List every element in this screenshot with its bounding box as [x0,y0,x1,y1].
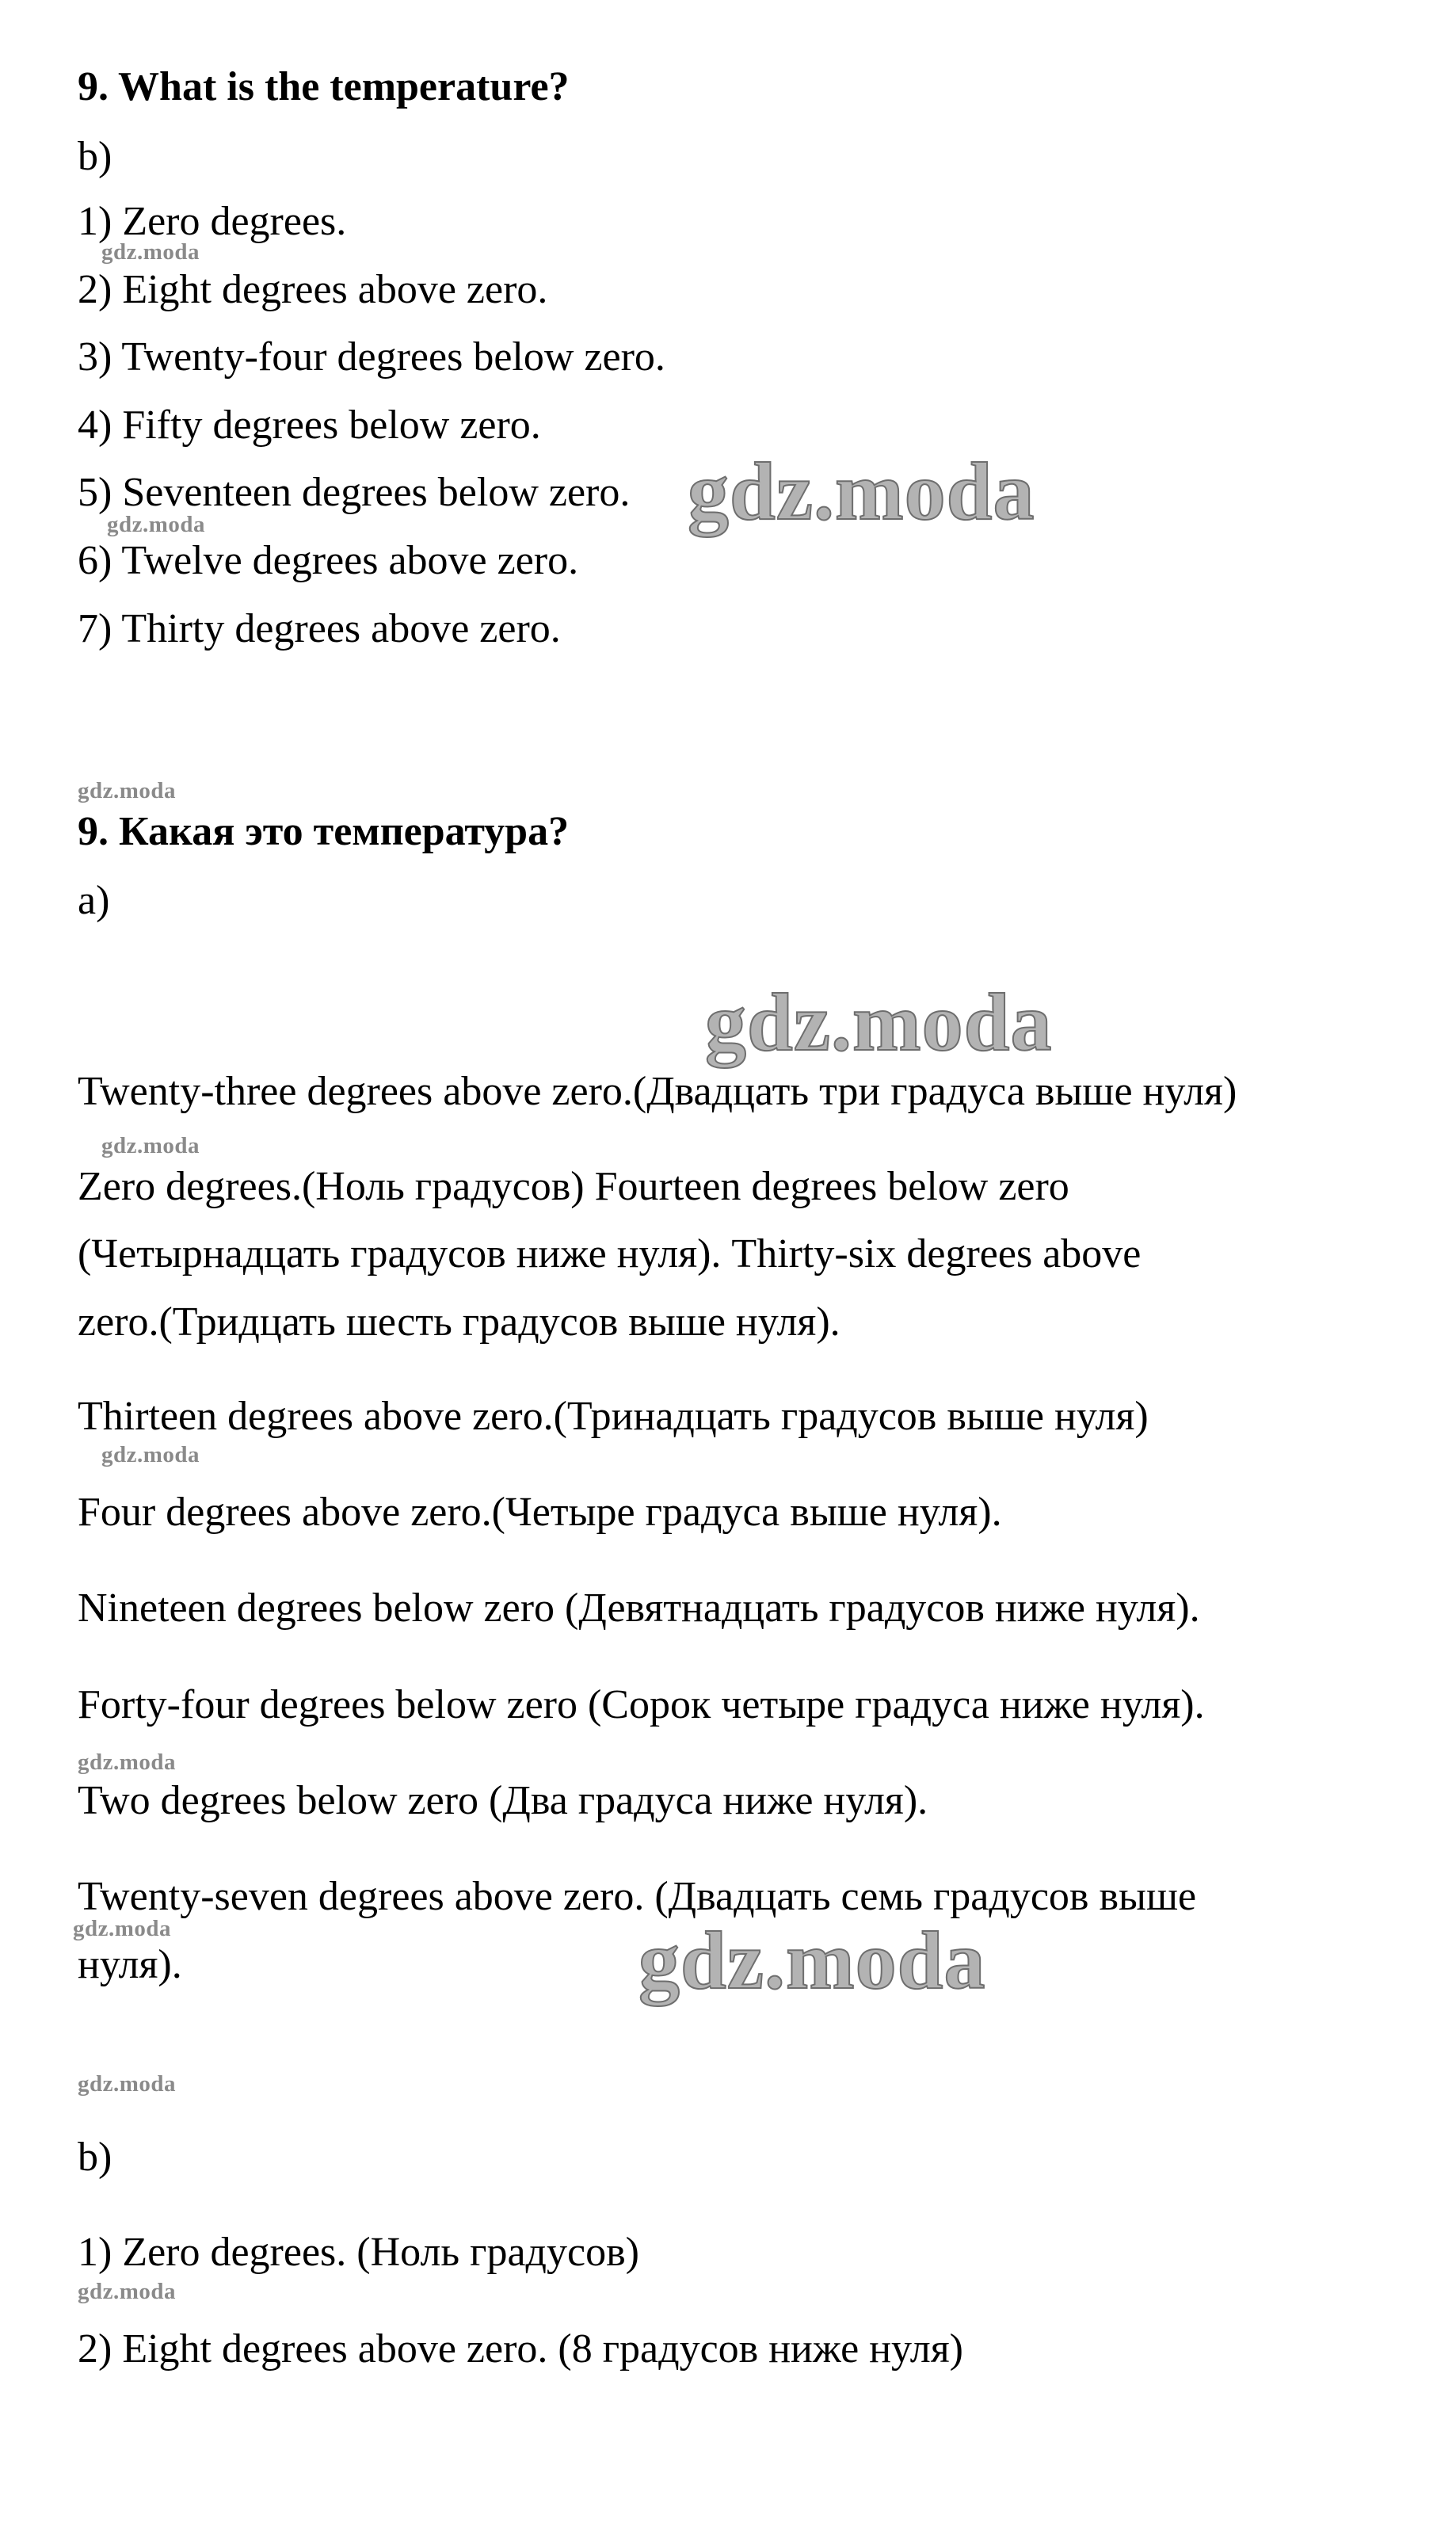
text-line: Forty-four degrees below zero (Сорок четыре градуса ниже нуля). [78,1682,1205,1727]
watermark-small: gdz.moda [73,1916,172,1941]
list-item: 6) Twelve degrees above zero. [78,538,579,583]
watermark-small: gdz.moda [78,778,177,803]
section-en-title: 9. What is the temperature? [78,64,570,109]
watermark-large: gdz.moda [638,1915,986,2006]
list-item: 5) Seventeen degrees below zero. [78,470,631,515]
text-line: Two degrees below zero (Два градуса ниже нуля). [78,1778,928,1823]
text-line: Twenty-three degrees above zero.(Двадцать три градуса выше нуля) [78,1069,1237,1114]
list-item: 4) Fifty degrees below zero. [78,403,541,448]
watermark-small: gdz.moda [101,1133,200,1158]
watermark-small: gdz.moda [101,1442,200,1467]
list-item: 2) Eight degrees above zero. (8 градусов ниже нуля) [78,2326,963,2372]
section-en-part-label: b) [78,134,112,179]
watermark-small: gdz.moda [107,512,206,537]
list-item: 1) Zero degrees. (Ноль градусов) [78,2230,639,2275]
list-item: 7) Thirty degrees above zero. [78,606,561,651]
list-item: 2) Eight degrees above zero. [78,267,548,312]
watermark-small: gdz.moda [78,2279,177,2304]
watermark-small: gdz.moda [78,2071,177,2097]
text-line: нуля). [78,1942,182,1987]
section-ru-part-b-label: b) [78,2135,112,2180]
text-line: Four degrees above zero.(Четыре градуса выше нуля). [78,1490,1002,1535]
watermark-large: gdz.moda [705,977,1053,1068]
text-line: Zero degrees.(Ноль градусов) Fourteen degrees below zero [78,1164,1069,1209]
text-line: Twenty-seven degrees above zero. (Двадцать семь градусов выше [78,1874,1197,1919]
watermark-small: gdz.moda [78,1750,177,1775]
list-item: 1) Zero degrees. [78,199,347,244]
text-line: Nineteen degrees below zero (Девятнадцать градусов ниже нуля). [78,1586,1200,1631]
section-ru-part-a-label: a) [78,878,110,923]
text-line: (Четырнадцать градусов ниже нуля). Thirty-six degrees above [78,1231,1142,1276]
text-line: Thirteen degrees above zero.(Тринадцать градусов выше нуля) [78,1394,1149,1439]
watermark-small: gdz.moda [101,239,200,265]
text-line: zero.(Тридцать шесть градусов выше нуля). [78,1299,840,1345]
section-ru-title: 9. Какая это температура? [78,809,570,854]
watermark-large: gdz.moda [688,446,1035,537]
list-item: 3) Twenty-four degrees below zero. [78,334,665,380]
